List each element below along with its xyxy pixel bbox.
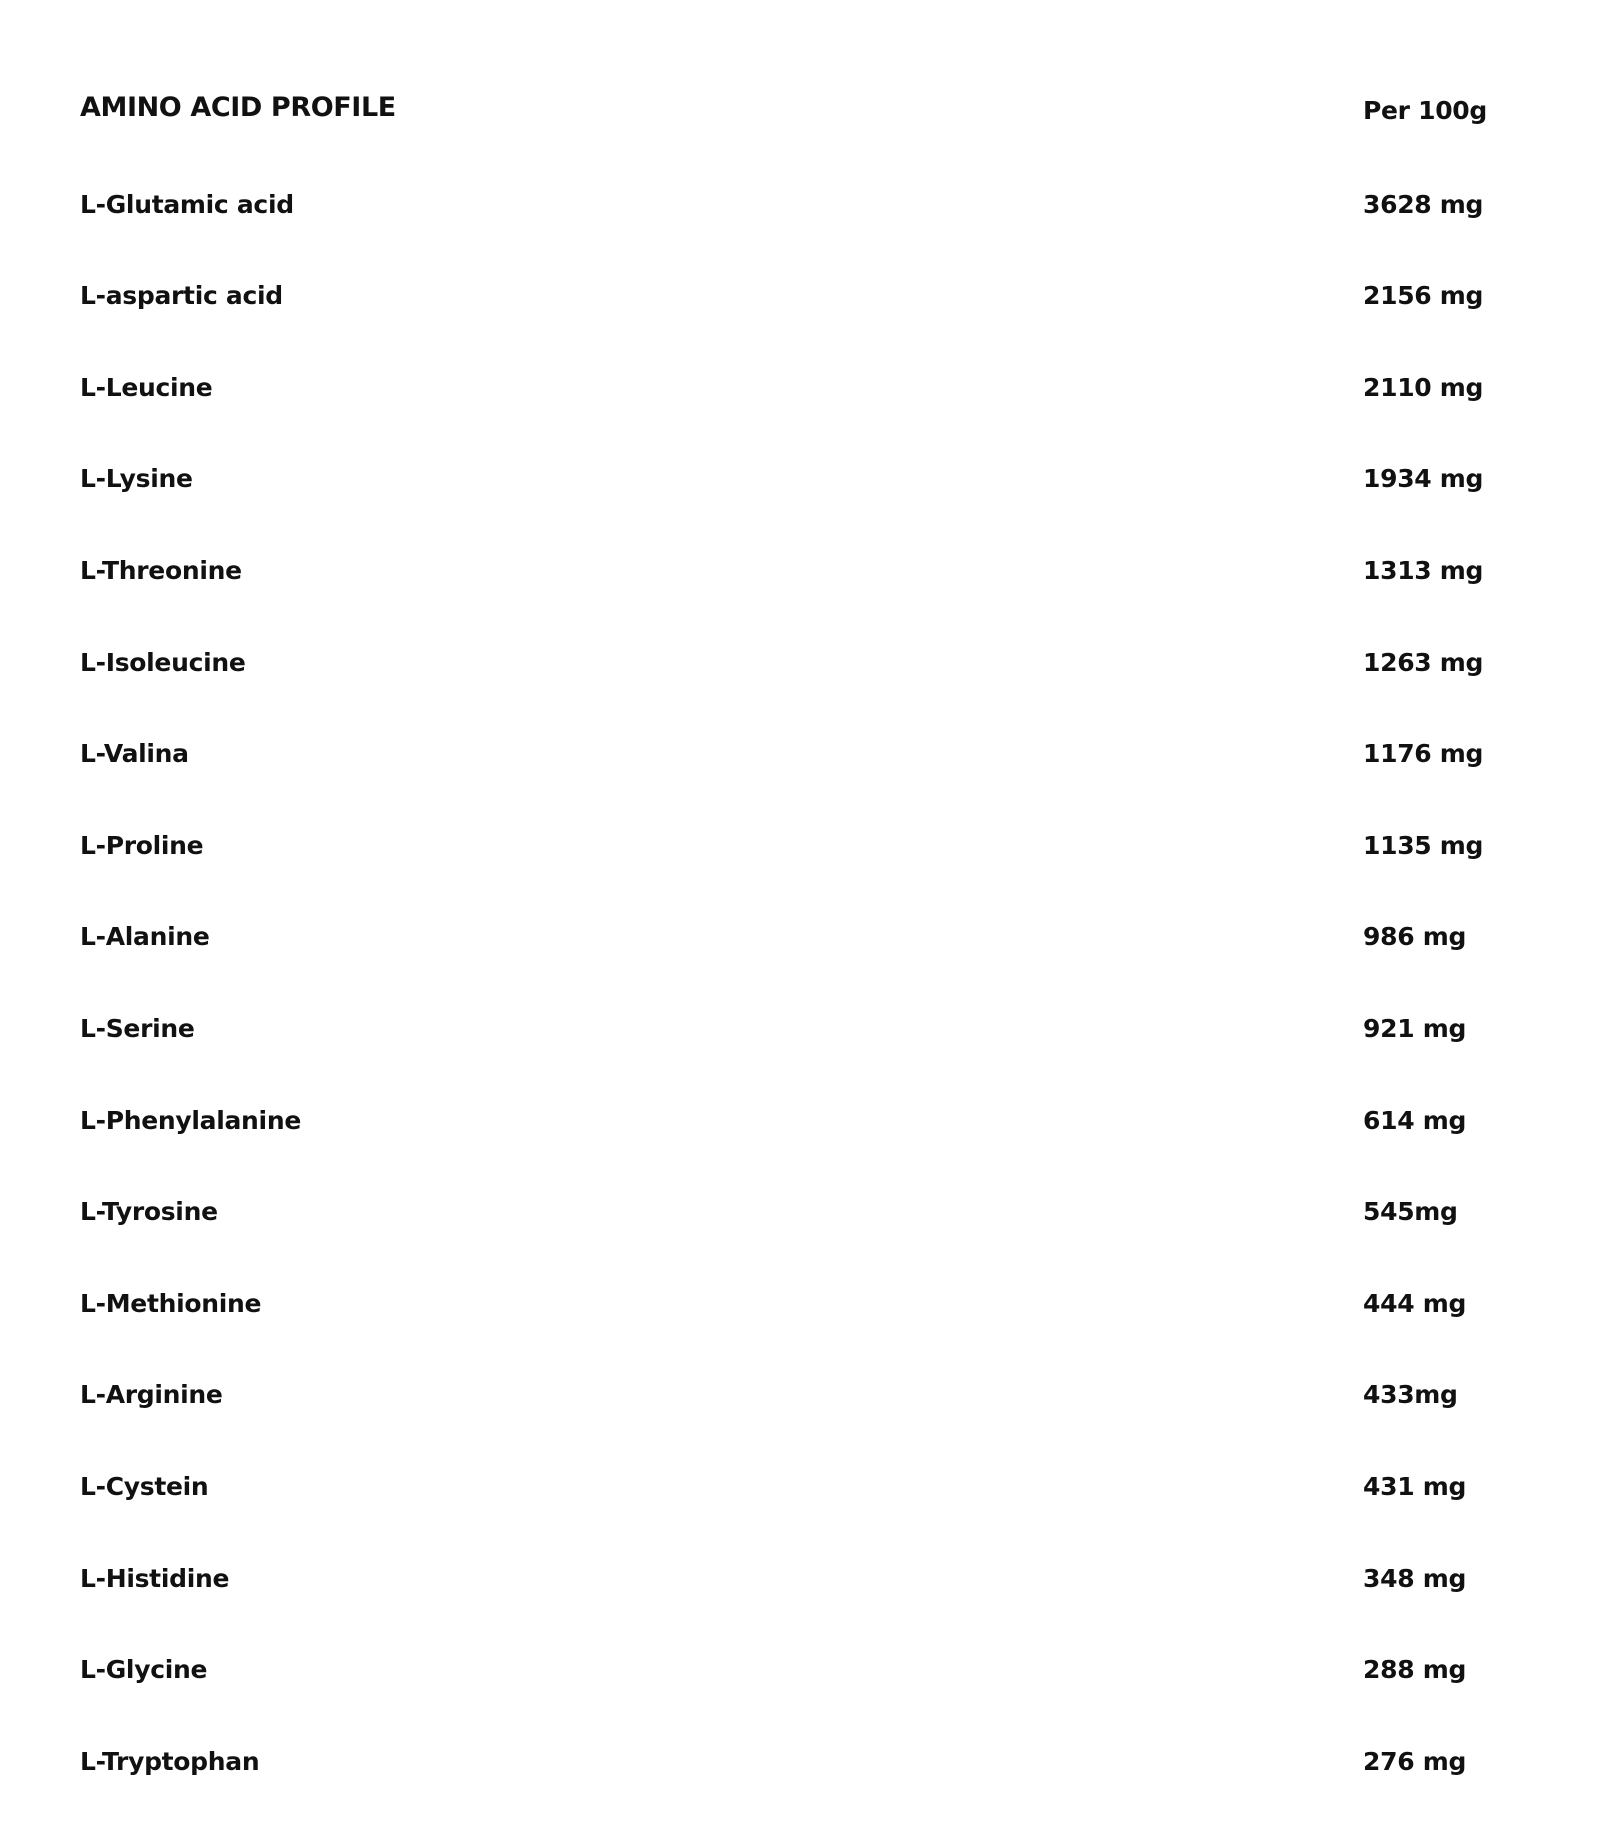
table-row	[80, 1100, 1520, 1192]
amino-acid-name: L-aspartic acid	[80, 281, 283, 311]
amino-acid-amount: 1313 mg	[1363, 555, 1484, 585]
amino-acid-name: L-Glutamic acid	[80, 189, 294, 219]
amino-acid-name: L-Isoleucine	[80, 647, 246, 677]
table-row	[80, 642, 1520, 734]
amino-acid-amount: 288 mg	[1363, 1655, 1467, 1685]
table-row	[80, 1374, 1520, 1466]
table-row	[80, 367, 1520, 459]
table-row	[80, 1741, 1520, 1833]
amino-acid-amount: 431 mg	[1363, 1471, 1467, 1501]
table-row	[80, 1466, 1520, 1558]
amino-acid-name: L-Valina	[80, 739, 189, 769]
amino-acid-amount: 2156 mg	[1363, 281, 1484, 311]
amino-acid-amount: 1934 mg	[1363, 464, 1484, 494]
table-row	[80, 1558, 1520, 1650]
amino-acid-name: L-Alanine	[80, 922, 210, 952]
amino-acid-name: L-Arginine	[80, 1380, 223, 1410]
table-row	[80, 1008, 1520, 1100]
amino-acid-name: L-Histidine	[80, 1563, 230, 1593]
amino-acid-amount: 276 mg	[1363, 1746, 1467, 1776]
amino-acid-amount: 3628 mg	[1363, 189, 1484, 219]
amino-acid-amount: 1263 mg	[1363, 647, 1484, 677]
amino-acid-name: L-Cystein	[80, 1471, 209, 1501]
amino-acid-name: L-Threonine	[80, 555, 242, 585]
amino-acid-amount: 444 mg	[1363, 1288, 1467, 1318]
amino-acid-amount: 1176 mg	[1363, 739, 1484, 769]
amino-acid-amount: 614 mg	[1363, 1105, 1467, 1135]
table-row	[80, 275, 1520, 367]
amino-acid-name: L-Methionine	[80, 1288, 262, 1318]
table-title: AMINO ACID PROFILE	[80, 92, 396, 123]
amino-acid-name: L-Tryptophan	[80, 1746, 260, 1776]
amino-acid-amount: 348 mg	[1363, 1563, 1467, 1593]
amino-acid-amount: 2110 mg	[1363, 372, 1484, 402]
table-row	[80, 916, 1520, 1008]
amino-acid-amount: 921 mg	[1363, 1013, 1467, 1043]
table-row	[80, 1191, 1520, 1283]
amino-acid-name: L-Phenylalanine	[80, 1105, 301, 1135]
table-row	[80, 1283, 1520, 1375]
amino-acid-name: L-Serine	[80, 1013, 195, 1043]
amino-acid-name: L-Lysine	[80, 464, 193, 494]
table-row	[80, 1649, 1520, 1741]
table-row	[80, 184, 1520, 276]
amino-acid-name: L-Glycine	[80, 1655, 208, 1685]
table-row	[80, 825, 1520, 917]
table-row	[80, 550, 1520, 642]
unit-label: Per 100g	[1363, 96, 1487, 125]
table-row	[80, 458, 1520, 550]
amino-acid-name: L-Proline	[80, 830, 204, 860]
amino-acid-amount: 1135 mg	[1363, 830, 1484, 860]
amino-acid-name: L-Tyrosine	[80, 1197, 218, 1227]
amino-acid-amount: 433mg	[1363, 1380, 1458, 1410]
amino-acid-table	[80, 92, 1520, 1832]
amino-acid-amount: 986 mg	[1363, 922, 1467, 952]
table-header	[80, 92, 1520, 184]
amino-acid-amount: 545mg	[1363, 1197, 1458, 1227]
table-body	[80, 184, 1520, 1833]
table-row	[80, 733, 1520, 825]
amino-acid-name: L-Leucine	[80, 372, 213, 402]
